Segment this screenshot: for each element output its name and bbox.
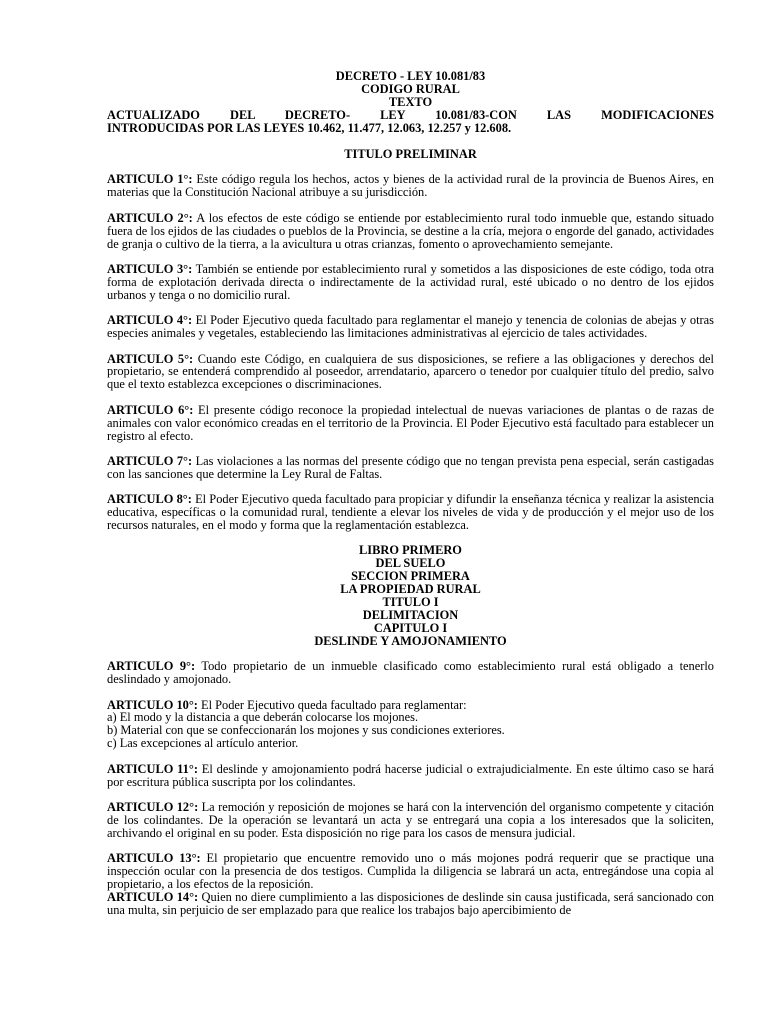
articles-preliminar [107, 173, 714, 532]
deslinde-heading: DESLINDE Y AMOJONAMIENTO [314, 633, 507, 648]
article-text: El presente código reconoce la propiedad intelectual de nuevas variaciones de plantas o de razas de animales con valor económico creadas en el territorio de la Provincia. El Poder Ejecutivo está facultado para establecer un registro al efecto. [107, 402, 714, 443]
article-label: ARTICULO 3°: [107, 261, 193, 276]
list-item: b) Material con que se confeccionarán los mojones y sus condiciones exteriores. [107, 723, 505, 738]
article-13 [107, 852, 714, 891]
article-text: Cuando este Código, en cualquiera de sus disposiciones, se refiere a las obligaciones y derechos del propietario, se entenderá comprendido al poseedor, arrendatario, aparcero o tenedor por cualquier título del predio, salvo que el texto establezca excepciones o discriminaciones. [107, 351, 714, 392]
article-label: ARTICULO 5°: [107, 351, 194, 366]
article-label: ARTICULO 13°: [107, 851, 201, 866]
article-14 [107, 891, 714, 917]
article-label: ARTICULO 6°: [107, 402, 194, 417]
article-2 [107, 212, 714, 251]
article-6 [107, 404, 714, 443]
list-item: c) Las excepciones al artículo anterior. [107, 736, 299, 751]
article-label: ARTICULO 11°: [107, 761, 198, 776]
delimitacion-heading: DELIMITACION [362, 608, 459, 622]
document-page [107, 70, 714, 917]
document-header [107, 70, 714, 135]
article-text: El Poder Ejecutivo queda facultado para propiciar y difundir la enseñanza técnica y realizar la asistencia educativa, específicas o la comunidad rural, tendiente a elevar los niveles de vida y de producción y el mejor uso de los recursos naturales, en el modo y forma que la reglamentación establezca. [107, 492, 714, 533]
article-label: ARTICULO 1°: [107, 172, 193, 187]
article-label: ARTICULO 7°: [107, 453, 193, 468]
article-label: ARTICULO 12°: [107, 799, 199, 814]
titulo-preliminar-heading: TITULO PRELIMINAR [344, 146, 477, 161]
article-12 [107, 801, 714, 840]
update-note-line2: INTRODUCIDAS POR LAS LEYES 10.462, 11.477, 12.063, 12.257 y 12.608. [107, 120, 512, 135]
article-text: El deslinde y amojonamiento podrá hacerse judicial o extrajudicialmente. En este último caso se hará por escritura pública suscripta por los colindantes. [107, 761, 714, 789]
libro-primero-heading-block [107, 544, 714, 647]
capitulo-i-heading: CAPITULO I [373, 620, 448, 635]
article-text: El Poder Ejecutivo queda facultado para reglamentar: [197, 697, 467, 712]
article-text: La remoción y reposición de mojones se hará con la intervención del organismo competente y citación de los colindantes. De la operación se levantará un acta y se entregará una copia a los interesados que la soliciten, archivando el original en su poder. Esta disposición no rige para los casos de mensura judicial. [107, 799, 714, 840]
article-text: A los efectos de este código se entiende por establecimiento rural todo inmueble que, estando situado fuera de los ejidos de las ciudades o pueblos de la Provincia, se destine a la cría, mejora o engorde del ganado, actividades de granja o cultivo de la tierra, a la avicultura u otras crianzas, fomento o aprovechamiento semejante. [107, 210, 714, 251]
article-text: También se entiende por establecimiento rural y sometidos a las disposiciones de este código, toda otra forma de explotación derivada directa o indirectamente de la actividad rural, esté ubicado o no dentro de los ejidos urbanos y tenga o no domicilio rural. [107, 261, 714, 302]
article-4 [107, 314, 714, 340]
update-note-line1: ACTUALIZADO DEL DECRETO- LEY 10.081/83-CON LAS MODIFICACIONES [107, 107, 714, 122]
text-label: TEXTO [388, 94, 433, 109]
article-text: Este código regula los hechos, actos y bienes de la actividad rural de la provincia de Buenos Aires, en materias que la Constitución Nacional atribuye a su jurisdicción. [107, 172, 714, 200]
article-7 [107, 455, 714, 481]
article-label: ARTICULO 10°: [107, 697, 198, 712]
decree-title: DECRETO - LEY 10.081/83 [335, 69, 486, 83]
article-text: El Poder Ejecutivo queda facultado para reglamentar el manejo y tenencia de colonias de abejas y otras especies animales y vegetales, estableciendo las limitaciones administrativas al ejercicio de tales actividades. [107, 313, 714, 341]
libro-heading: LIBRO PRIMERO [359, 543, 462, 558]
article-label: ARTICULO 2°: [107, 210, 193, 225]
article-1 [107, 173, 714, 199]
code-title: CODIGO RURAL [361, 81, 460, 96]
article-label: ARTICULO 14°: [107, 889, 199, 904]
article-10 [107, 699, 714, 751]
article-text: Las violaciones a las normas del presente código que no tengan prevista pena especial, serán castigadas con las sanciones que determine la Ley Rural de Faltas. [107, 453, 714, 481]
seccion-heading: SECCION PRIMERA [351, 569, 470, 584]
article-label: ARTICULO 9°: [107, 659, 196, 674]
del-suelo-heading: DEL SUELO [375, 556, 446, 571]
article-label: ARTICULO 4°: [107, 313, 193, 328]
article-text: Quien no diere cumplimiento a las disposiciones de deslinde sin causa justificada, será sancionado con una multa, sin perjuicio de ser emplazado para que realice los trabajos bajo apercibimiento de [107, 889, 714, 917]
article-9 [107, 660, 714, 686]
article-3 [107, 263, 714, 302]
article-text: Todo propietario de un inmueble clasificado como establecimiento rural está obligado a tenerlo deslindado y amojonado. [107, 659, 714, 687]
article-11 [107, 763, 714, 789]
article-text: El propietario que encuentre removido uno o más mojones podrá requerir que se practique una inspección ocular con la presencia de dos testigos. Cumplida la diligencia se labrará un acta, entregándose una copia al propietario, a los efectos de la reposición. [107, 851, 714, 891]
list-item: a) El modo y la distancia a que deberán colocarse los mojones. [107, 710, 419, 725]
article-5 [107, 353, 714, 392]
propiedad-rural-heading: LA PROPIEDAD RURAL [340, 582, 481, 597]
titulo-i-heading: TITULO I [382, 595, 439, 610]
article-label: ARTICULO 8°: [107, 492, 192, 507]
article-8 [107, 493, 714, 532]
